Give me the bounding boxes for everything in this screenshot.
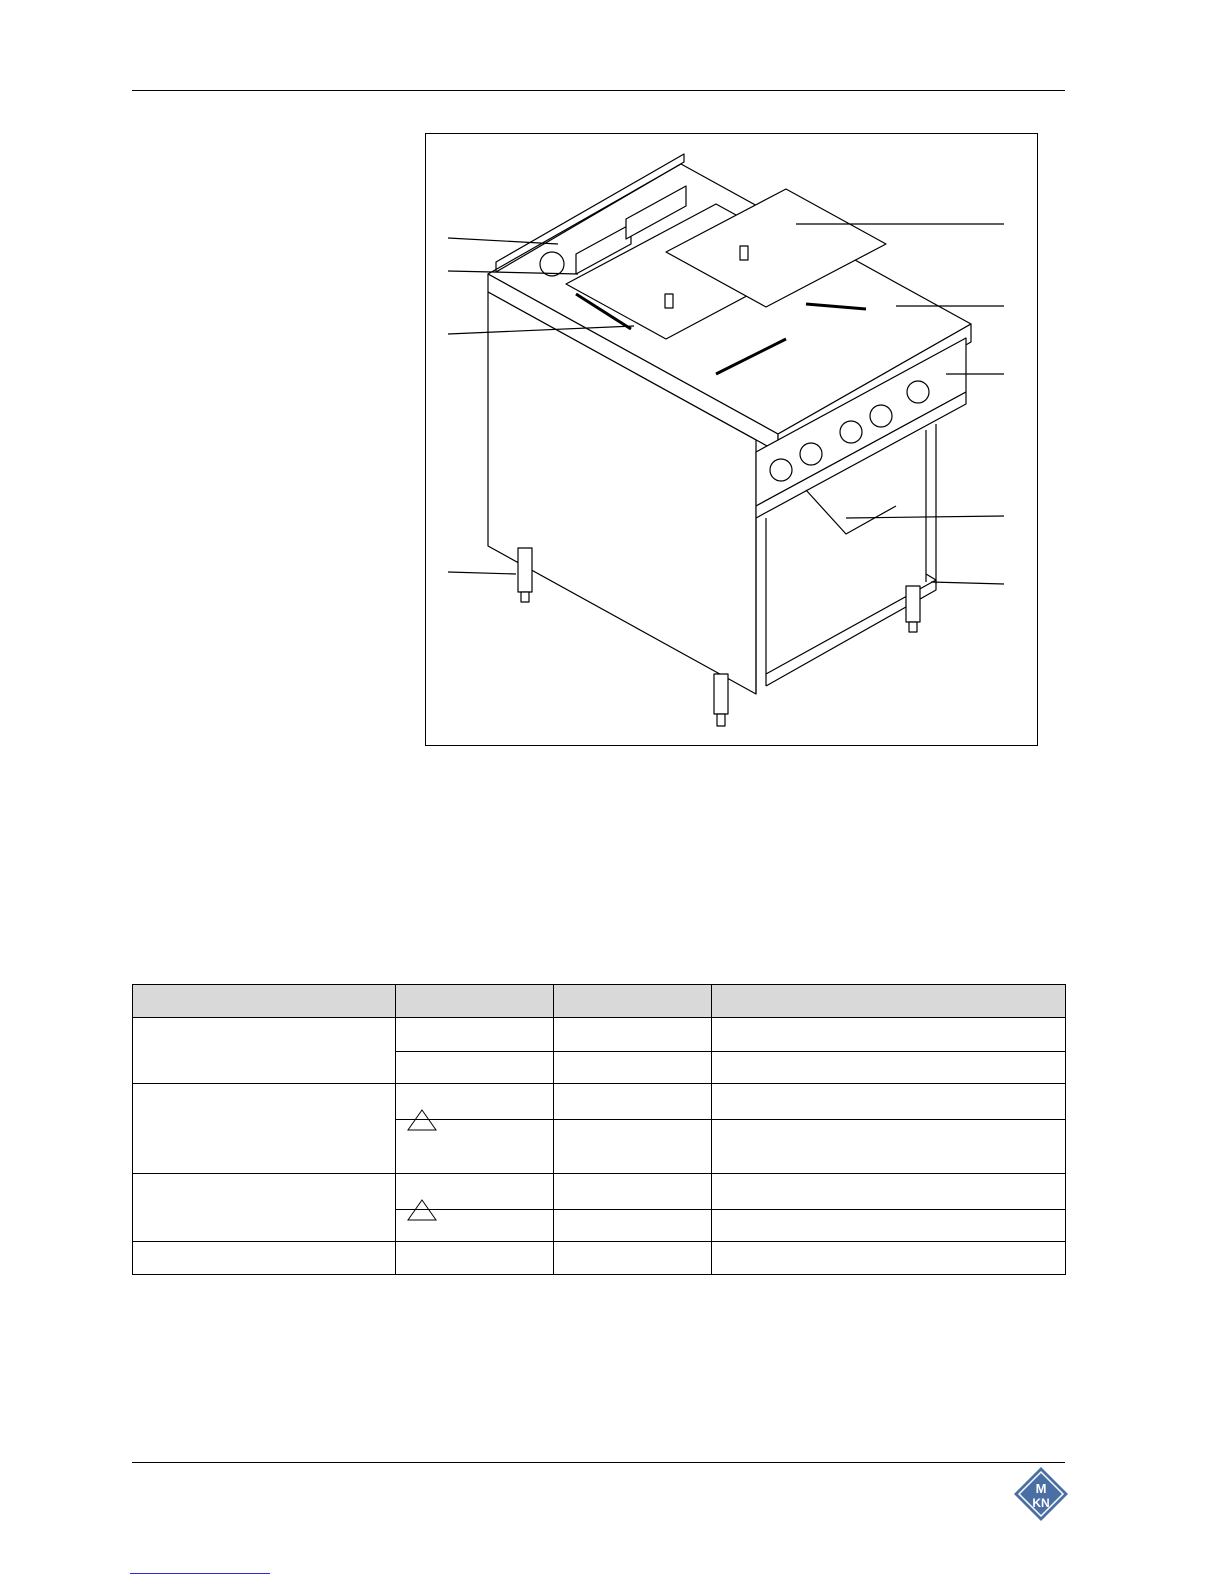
header-cell	[396, 985, 554, 1018]
lid-knob	[740, 246, 748, 260]
table-cell	[396, 1174, 554, 1210]
table-cell	[712, 1120, 1066, 1174]
table-cell	[554, 1174, 712, 1210]
leg-front-right	[714, 674, 728, 714]
fryer-illustration	[426, 134, 1037, 745]
table-row	[133, 1018, 1066, 1052]
lid-knob	[665, 294, 673, 308]
drain-bracket	[806, 490, 896, 534]
header-cell	[554, 985, 712, 1018]
header-cell	[133, 985, 396, 1018]
table-cell	[133, 1018, 396, 1084]
table-cell	[396, 1052, 554, 1084]
table-cell	[712, 1052, 1066, 1084]
element-pivot	[540, 252, 564, 276]
table-cell	[712, 1018, 1066, 1052]
table-cell	[712, 1084, 1066, 1120]
leg-back-right	[906, 586, 920, 622]
appliance-figure	[425, 133, 1038, 746]
table-cell	[554, 1210, 712, 1242]
table-cell	[554, 1242, 712, 1275]
logo-text-top: M	[1035, 1481, 1047, 1496]
mkn-logo	[1013, 1466, 1069, 1522]
table-cell	[133, 1084, 396, 1174]
table-row	[133, 1242, 1066, 1275]
table-cell	[712, 1242, 1066, 1275]
table-cell	[712, 1174, 1066, 1210]
table-row	[133, 1174, 1066, 1210]
spec-table	[132, 984, 1066, 1275]
header-rule	[132, 90, 1065, 91]
footer-rule	[132, 1462, 1065, 1463]
leg-front-left	[518, 548, 532, 592]
warning-triangle-icon	[406, 1198, 438, 1222]
table-row	[133, 1084, 1066, 1120]
table-cell	[396, 1084, 554, 1120]
logo-text-bottom: KN	[1032, 1496, 1050, 1510]
table-header-row	[133, 985, 1066, 1018]
table-cell	[133, 1242, 396, 1275]
table-cell	[554, 1120, 712, 1174]
table-cell	[712, 1210, 1066, 1242]
table-cell	[396, 1018, 554, 1052]
table-cell	[396, 1242, 554, 1275]
table-cell	[133, 1174, 396, 1242]
footer-link-underline[interactable]	[130, 1573, 270, 1574]
table-cell	[554, 1084, 712, 1120]
warning-triangle-icon	[406, 1108, 438, 1132]
table-cell	[554, 1052, 712, 1084]
header-cell	[712, 985, 1066, 1018]
table-cell	[554, 1018, 712, 1052]
